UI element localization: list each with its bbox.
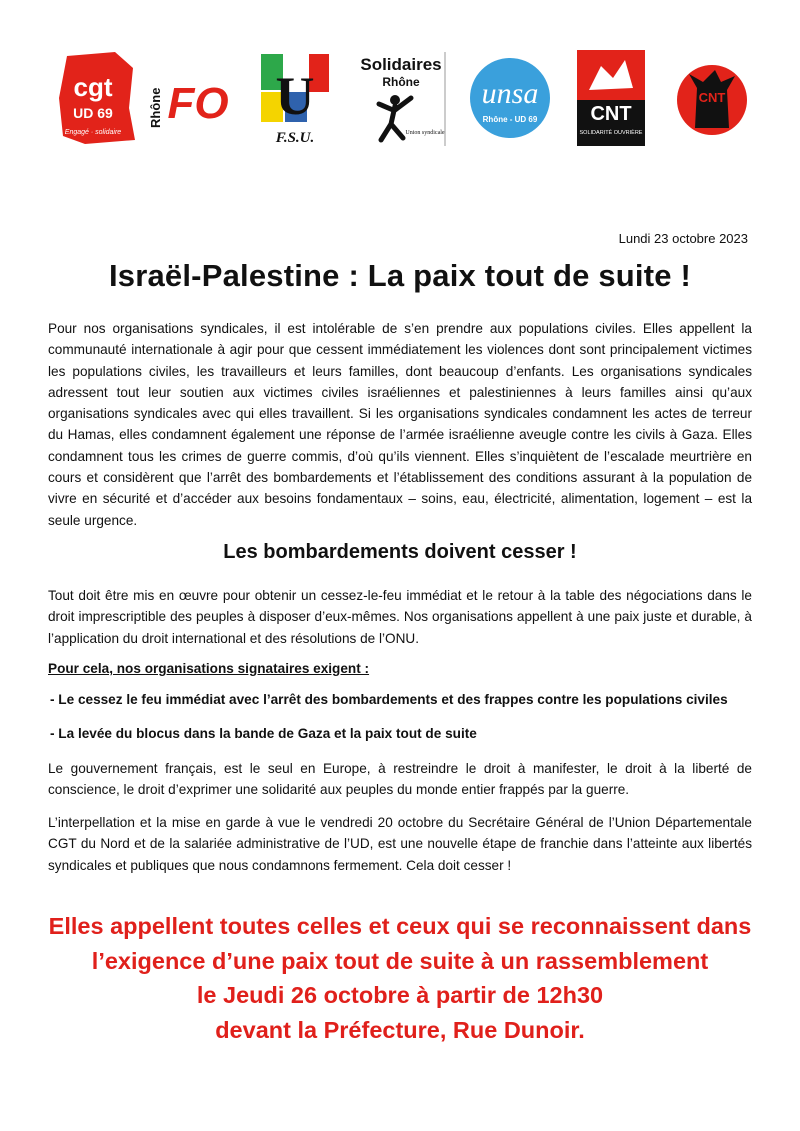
solidaires-logo-sub: Rhône — [382, 75, 420, 89]
cgt-logo-sub: UD 69 — [73, 105, 113, 121]
call-line: le Jeudi 26 octobre à partir de 12h30 — [196, 982, 604, 1008]
cnt-so-logo — [575, 48, 647, 148]
ceasefire-paragraph: Tout doit être mis en œuvre pour obtenir un cessez-le-feu immédiat et le retour à la table des négociations dans le droit imprescriptible des peuples à disposer d’eux-mêmes. Nos organisations appellent à une paix juste et durable, à l’application du droit international et des résolutions de l’ONU. — [48, 588, 752, 646]
cgt-logo-tag: Engagé · solidaire — [64, 129, 122, 136]
government-paragraph: Le gouvernement français, est le seul en Europe, à restreindre le droit à manifester, le droit à la liberté de conscience, le droit d’exprimer une solidarité aux peuples du monde entier frappés par la guerre. — [48, 761, 752, 798]
fsu-logo-text: U — [275, 66, 315, 126]
call-line: devant la Préfecture, Rue Dunoir. — [215, 1016, 585, 1043]
cnt-so-logo-text: CNT — [590, 103, 632, 125]
fo-logo-side: Rhône — [148, 87, 163, 128]
logos-row — [50, 48, 750, 158]
cgt-logo — [55, 48, 137, 148]
document-date: Lundi 23 octobre 2023 — [618, 231, 748, 246]
cgt-logo-text: cgt — [73, 72, 113, 102]
unsa-logo-text: unsa — [481, 77, 539, 110]
call-line: l’exigence d’une paix tout de suite à un rassemblement — [91, 947, 709, 974]
call-line: Elles appellent toutes celles et ceux qui se reconnaissent dans — [48, 913, 752, 939]
cnt-cat-logo — [675, 48, 750, 148]
fsu-logo-sub: F.S.U. — [275, 130, 315, 146]
solidaires-logo-foot: Union syndicale — [405, 130, 445, 136]
section-heading: Les bombardements doivent cesser ! — [223, 541, 577, 563]
demands-title: Pour cela, nos organisations signataires exigent : — [48, 661, 370, 676]
page-title: Israël-Palestine : La paix tout de suite ! — [108, 258, 692, 293]
cnt-cat-logo-text: CNT — [698, 90, 726, 105]
demand-item: - La levée du blocus dans la bande de Gaza et la paix tout de suite — [50, 726, 477, 741]
unsa-logo-sub: Rhône - UD 69 — [482, 115, 538, 124]
unsa-logo — [468, 48, 552, 148]
fo-logo — [150, 48, 230, 148]
solidaires-logo-text: Solidaires — [360, 55, 442, 74]
fo-logo-text: FO — [167, 79, 229, 128]
demand-item: - Le cessez le feu immédiat avec l’arrêt des bombardements et des frappes contre les populations civiles — [50, 692, 728, 707]
arrest-paragraph: L’interpellation et la mise en garde à vue le vendredi 20 octobre du Secrétaire Général de l’Union Départementale CGT du Nord et de la salariée administrative de l’UD, est une nouvelle étape de franchie dans l’atteinte aux libertés syndicales et publiques que nous condamnons fermement. Cela doit cesser ! — [48, 815, 752, 873]
intro-paragraph: Pour nos organisations syndicales, il est intolérable de s’en prendre aux populations civiles. Elles appellent la communauté internationale à agir pour que cessent immédiatement les violences dont sont principalement victimes les populations civiles, les travailleurs et leurs familles, dont beaucoup d’enfants. Les organisations syndicales adressent tout leur soutien aux victimes civiles israéliennes et palestiniennes à leurs familles ainsi qu’aux organisations syndicales avec qui elles travaillent. Si les organisations syndicales condamnent les actes de terreur du Hamas, elles condamnent également une réponse de l’armée israélienne aveugle contre les civils à Gaza. Elles condamnent tous les crimes de guerre commis, d’où qu’ils viennent. Elles s’inquiètent de l’escalade meurtrière en cours et considèrent que l’arrêt des bombardements et l’établissement des conditions assurant à la population de vivre en sécurité et d’accéder aux besoins fondamentaux – soins, eau, électricité, alimentation, logement – est la seule urgence. — [48, 321, 752, 528]
call-to-action — [0, 909, 800, 1047]
solidaires-logo — [355, 48, 447, 148]
cnt-so-logo-sub: SOLIDARITÉ OUVRIÈRE — [579, 130, 643, 136]
fsu-logo — [255, 48, 335, 148]
